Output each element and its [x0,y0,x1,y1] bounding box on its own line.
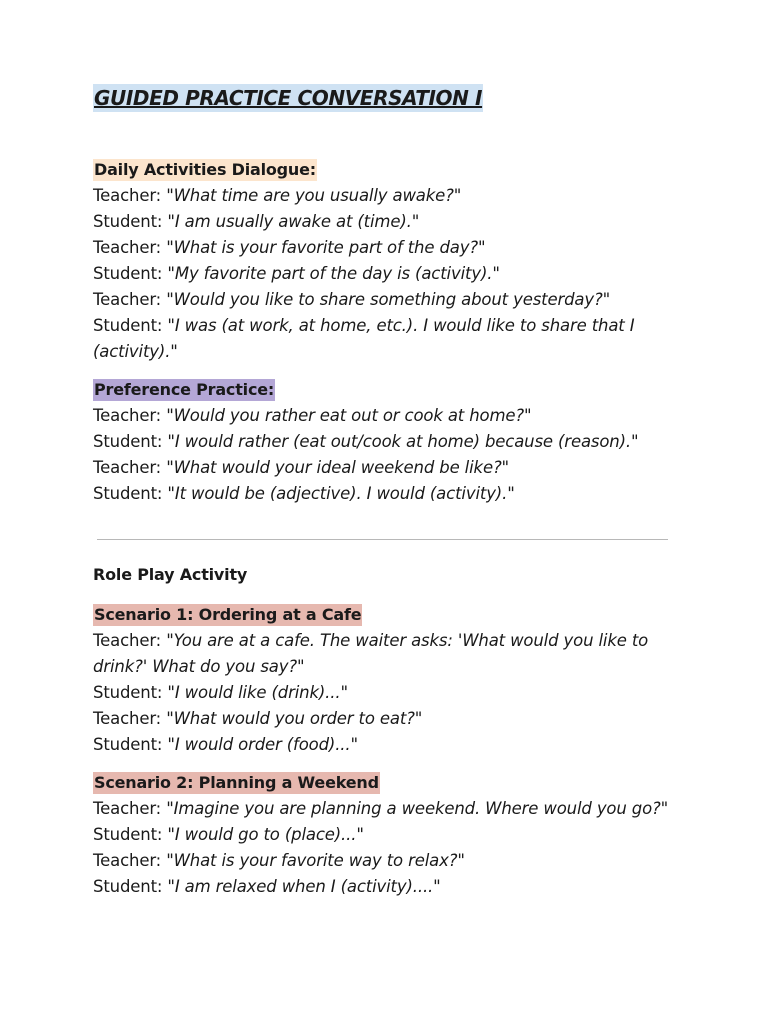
page-title: GUIDED PRACTICE CONVERSATION I [94,86,483,110]
dialogue-line [93,796,672,822]
daily-activities-section [93,159,672,365]
daily-activities-heading: Daily Activities Dialogue: [94,160,316,179]
speaker-label: Teacher: [93,799,162,818]
dialogue-line [93,481,672,507]
speaker-label: Student: [93,264,163,283]
dialogue-quote: "Imagine you are planning a weekend. Where would you go?" [166,799,669,818]
speaker-label: Student: [93,316,163,335]
scenario-1-heading: Scenario 1: Ordering at a Cafe [94,605,362,624]
scenario-2-dialogue [93,796,672,900]
dialogue-quote: "I would order (food)..." [167,735,358,754]
dialogue-line [93,403,672,429]
dialogue-quote: "My favorite part of the day is (activity)." [167,264,500,283]
dialogue-line [93,628,672,680]
dialogue-quote: "I am usually awake at (time)." [167,212,420,231]
dialogue-quote: "What is your favorite way to relax?" [166,851,465,870]
dialogue-line [93,732,672,758]
dialogue-line [93,680,672,706]
speaker-label: Teacher: [93,290,162,309]
speaker-label: Student: [93,877,163,896]
speaker-label: Student: [93,825,163,844]
speaker-label: Student: [93,484,163,503]
dialogue-quote: "What would your ideal weekend be like?" [166,458,509,477]
dialogue-line [93,313,672,365]
dialogue-line [93,183,672,209]
scenario-2-section [93,772,672,900]
dialogue-quote: "What is your favorite part of the day?" [166,238,486,257]
dialogue-quote: "I would rather (eat out/cook at home) because (reason)." [167,432,639,451]
speaker-label: Teacher: [93,458,162,477]
dialogue-line [93,706,672,732]
dialogue-quote: "I would like (drink)..." [167,683,348,702]
speaker-label: Student: [93,432,163,451]
role-play-heading: Role Play Activity [93,565,248,584]
dialogue-quote: "What time are you usually awake?" [166,186,462,205]
speaker-label: Teacher: [93,238,162,257]
preference-practice-section [93,379,672,507]
dialogue-line [93,209,672,235]
preference-practice-dialogue [93,403,672,507]
speaker-label: Student: [93,212,163,231]
dialogue-quote: "Would you like to share something about yesterday?" [166,290,611,309]
dialogue-line [93,261,672,287]
dialogue-quote: "It would be (adjective). I would (activity)." [167,484,515,503]
section-divider [97,539,668,540]
dialogue-quote: "I was (at work, at home, etc.). I would like to share that I (activity)." [93,316,635,361]
speaker-label: Student: [93,683,163,702]
dialogue-quote: "You are at a cafe. The waiter asks: 'What would you like to drink?' What do you say?" [93,631,649,676]
dialogue-line [93,848,672,874]
speaker-label: Teacher: [93,709,162,728]
speaker-label: Teacher: [93,406,162,425]
dialogue-quote: "I would go to (place)..." [167,825,364,844]
speaker-label: Teacher: [93,631,162,650]
dialogue-line [93,455,672,481]
dialogue-quote: "Would you rather eat out or cook at home?" [166,406,532,425]
dialogue-line [93,429,672,455]
dialogue-line [93,874,672,900]
speaker-label: Teacher: [93,186,162,205]
dialogue-quote: "What would you order to eat?" [166,709,423,728]
speaker-label: Teacher: [93,851,162,870]
daily-activities-dialogue [93,183,672,365]
dialogue-line [93,235,672,261]
scenario-1-dialogue [93,628,672,758]
speaker-label: Student: [93,735,163,754]
scenario-1-section [93,604,672,758]
scenario-2-heading: Scenario 2: Planning a Weekend [94,773,379,792]
dialogue-line [93,287,672,313]
dialogue-line [93,822,672,848]
dialogue-quote: "I am relaxed when I (activity)...." [167,877,441,896]
preference-practice-heading: Preference Practice: [94,380,275,399]
